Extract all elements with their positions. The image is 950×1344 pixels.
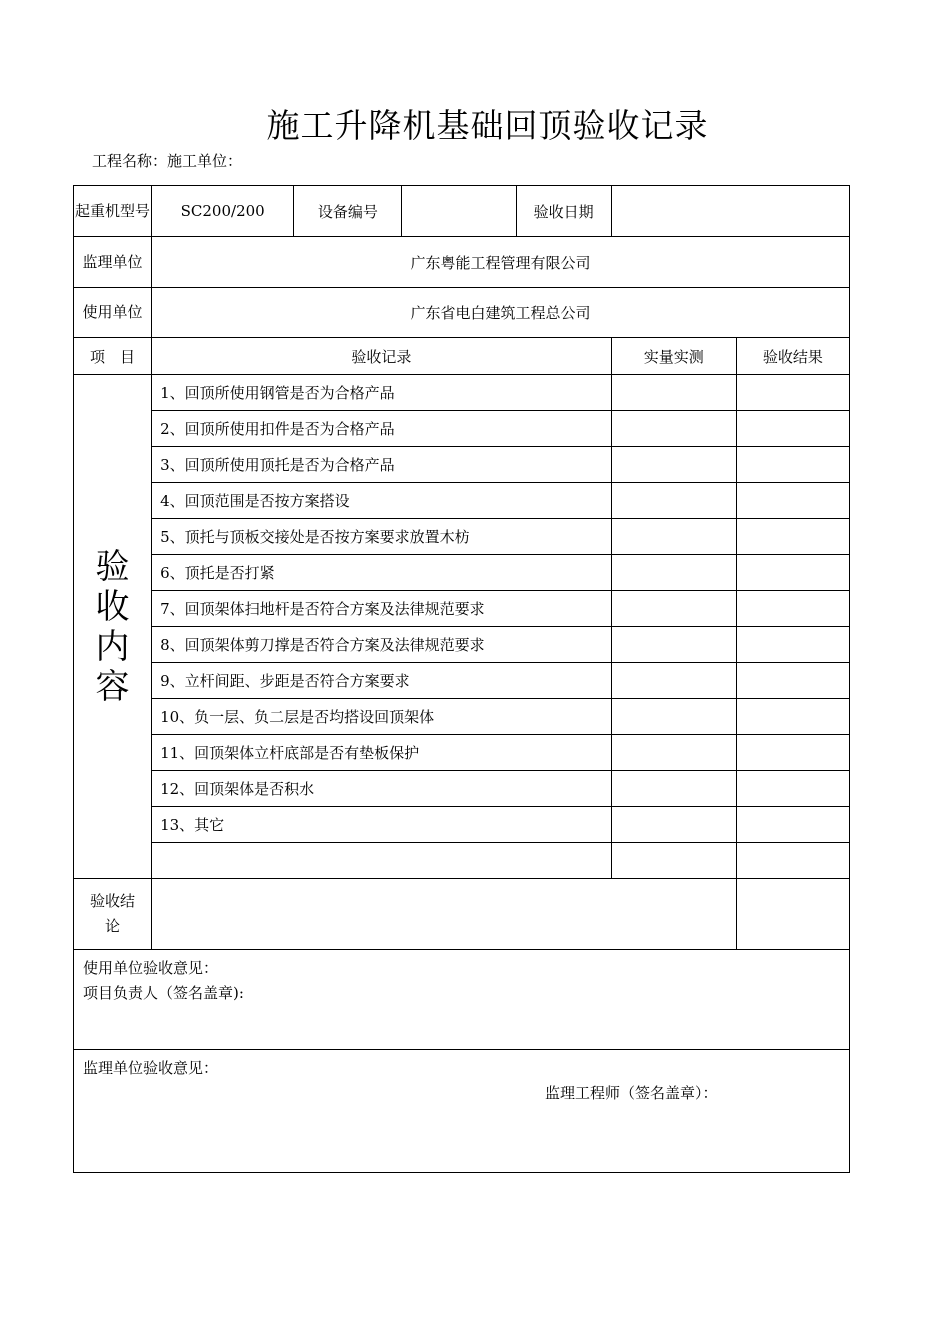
measure-cell[interactable] (611, 627, 736, 663)
result-cell[interactable] (736, 807, 849, 843)
equipment-no-label: 设备编号 (294, 186, 402, 237)
section-label-char: 内 (95, 626, 130, 667)
check-item-text: 3、回顶所使用顶托是否为合格产品 (152, 447, 612, 483)
measure-cell[interactable] (611, 663, 736, 699)
check-item-text: 5、顶托与顶板交接处是否按方案要求放置木枋 (152, 519, 612, 555)
column-header-item: 项 目 (74, 338, 152, 375)
section-label-char: 收 (95, 586, 130, 627)
table-row (74, 807, 850, 843)
check-item-text: 10、负一层、负二层是否均搭设回顶架体 (152, 699, 612, 735)
table-row (74, 771, 850, 807)
measure-cell[interactable] (611, 411, 736, 447)
supervisor-unit-opinion-label: 监理单位验收意见： (83, 1059, 219, 1077)
user-unit-value: 广东省电白建筑工程总公司 (152, 288, 850, 338)
crane-model-label: 起重机型号 (74, 186, 152, 237)
measure-cell[interactable] (611, 519, 736, 555)
measure-cell[interactable] (611, 375, 736, 411)
table-row (74, 411, 850, 447)
user-unit-label: 使用单位 (74, 288, 152, 338)
measure-cell[interactable] (611, 591, 736, 627)
supervising-engineer-signature-label: 监理工程师（签名盖章）： (545, 1084, 718, 1102)
supervisor-unit-label: 监理单位 (74, 237, 152, 288)
check-item-text: 8、回顶架体剪刀撑是否符合方案及法律规范要求 (152, 627, 612, 663)
result-cell[interactable] (736, 591, 849, 627)
section-label-char: 验 (95, 546, 130, 587)
acceptance-date-value[interactable] (611, 186, 849, 237)
table-row (74, 591, 850, 627)
measure-cell[interactable] (611, 447, 736, 483)
result-cell[interactable] (736, 627, 849, 663)
result-cell[interactable] (736, 735, 849, 771)
result-cell[interactable] (736, 555, 849, 591)
check-item-text: 6、顶托是否打紧 (152, 555, 612, 591)
conclusion-label: 验收结论 (74, 879, 152, 950)
check-item-text: 2、回顶所使用扣件是否为合格产品 (152, 411, 612, 447)
measure-cell[interactable] (611, 771, 736, 807)
document-title: 施工升降机基础回顶验收记录 (266, 106, 709, 145)
measure-cell[interactable] (611, 555, 736, 591)
crane-model-value: SC200/200 (152, 186, 294, 237)
measure-cell[interactable] (611, 699, 736, 735)
project-info-line: 工程名称：施工单位： (92, 152, 243, 170)
check-item-text: 1、回顶所使用钢管是否为合格产品 (152, 375, 612, 411)
user-unit-opinion[interactable] (74, 950, 850, 1050)
measure-cell[interactable] (611, 483, 736, 519)
conclusion-content[interactable] (152, 879, 737, 950)
result-cell[interactable] (736, 447, 849, 483)
result-cell[interactable] (736, 771, 849, 807)
result-cell[interactable] (736, 375, 849, 411)
column-header-measure: 实量实测 (611, 338, 736, 375)
table-row (74, 843, 850, 879)
result-cell[interactable] (736, 843, 849, 879)
table-row (74, 375, 850, 411)
result-cell[interactable] (736, 663, 849, 699)
user-unit-opinion-label: 使用单位验收意见： (83, 959, 219, 977)
table-row (74, 663, 850, 699)
table-row (74, 735, 850, 771)
column-header-record: 验收记录 (152, 338, 612, 375)
conclusion-result[interactable] (736, 879, 849, 950)
supervisor-unit-opinion[interactable] (74, 1050, 850, 1173)
measure-cell[interactable] (611, 843, 736, 879)
check-item-text: 13、其它 (152, 807, 612, 843)
acceptance-date-label: 验收日期 (516, 186, 611, 237)
table-row (74, 627, 850, 663)
table-row (74, 699, 850, 735)
column-header-result: 验收结果 (736, 338, 849, 375)
acceptance-form (73, 185, 850, 1173)
table-row (74, 447, 850, 483)
measure-cell[interactable] (611, 807, 736, 843)
section-label-acceptance-content (74, 375, 152, 879)
equipment-no-value[interactable] (402, 186, 516, 237)
project-manager-signature-label: 项目负责人（签名盖章): (83, 984, 244, 1002)
check-item-text[interactable] (152, 843, 612, 879)
result-cell[interactable] (736, 411, 849, 447)
check-item-text: 7、回顶架体扫地杆是否符合方案及法律规范要求 (152, 591, 612, 627)
check-item-text: 11、回顶架体立杆底部是否有垫板保护 (152, 735, 612, 771)
supervisor-unit-value: 广东粤能工程管理有限公司 (152, 237, 850, 288)
table-row (74, 519, 850, 555)
section-label-char: 容 (95, 666, 130, 707)
result-cell[interactable] (736, 483, 849, 519)
table-row (74, 483, 850, 519)
result-cell[interactable] (736, 519, 849, 555)
measure-cell[interactable] (611, 735, 736, 771)
check-item-text: 4、回顶范围是否按方案搭设 (152, 483, 612, 519)
check-item-text: 9、立杆间距、步距是否符合方案要求 (152, 663, 612, 699)
check-item-text: 12、回顶架体是否积水 (152, 771, 612, 807)
table-row (74, 555, 850, 591)
result-cell[interactable] (736, 699, 849, 735)
